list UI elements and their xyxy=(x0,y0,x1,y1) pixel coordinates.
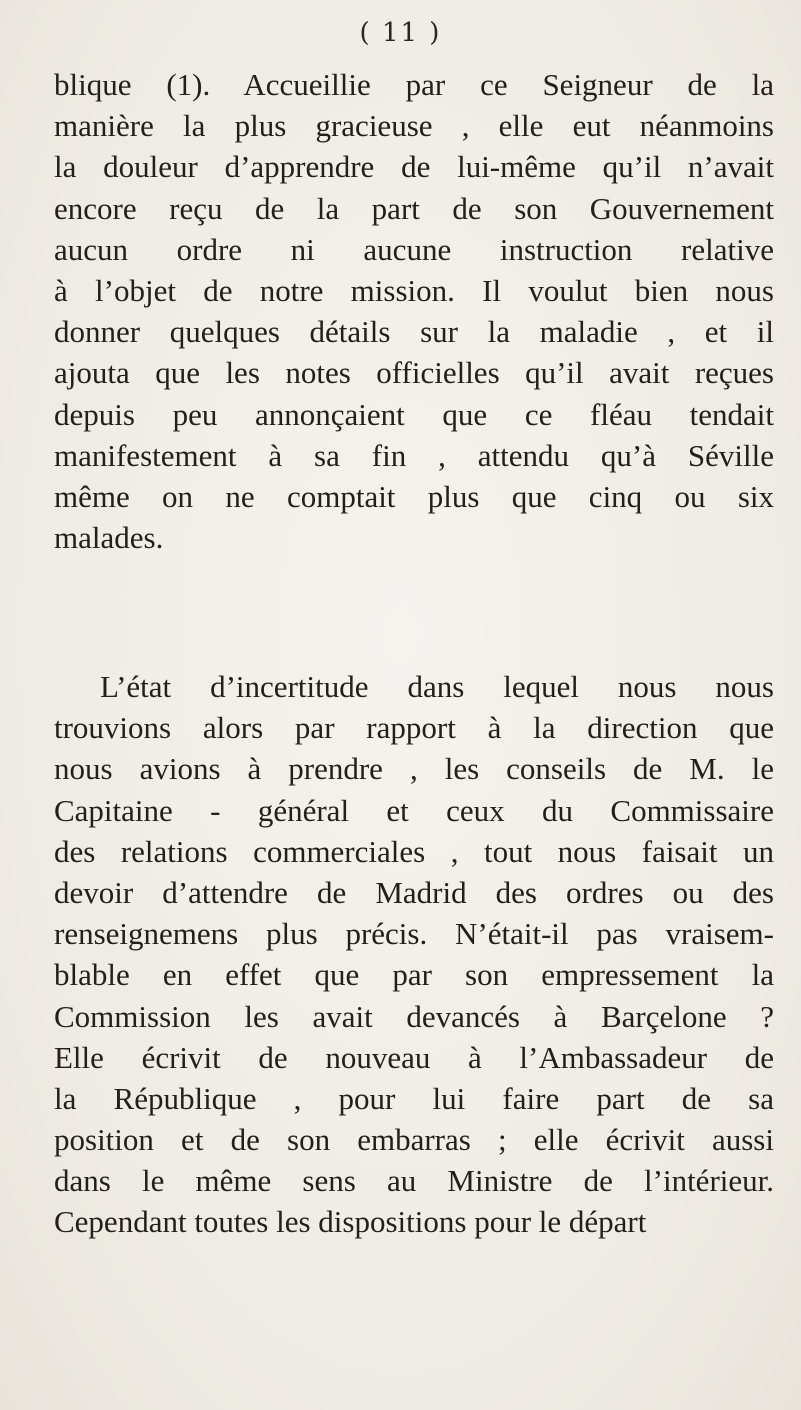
text-line: aucun ordre ni aucune instruction relative xyxy=(54,231,774,267)
text-line: manifestement à sa fin , attendu qu’à Séville xyxy=(54,437,774,473)
text-line: Elle écrivit de nouveau à l’Ambassadeur de xyxy=(54,1039,774,1075)
text-line: depuis peu annonçaient que ce fléau tendait xyxy=(54,396,774,432)
text-line: donner quelques détails sur la maladie , et il xyxy=(54,314,774,350)
text-line: Capitaine - général et ceux du Commissaire xyxy=(54,792,774,828)
text-line: ajouta que les notes officielles qu’il avait reçues xyxy=(54,355,774,391)
text-line: dans le même sens au Ministre de l’intérieur. xyxy=(54,1163,774,1199)
text-line: blique (1). Accueillie par ce Seigneur de la xyxy=(54,67,774,102)
text-line: Commission les avait devancés à Barçelone ? xyxy=(54,998,774,1034)
page-number: ( 11 ) xyxy=(359,18,442,48)
text-line: la République , pour lui faire part de sa xyxy=(54,1080,774,1116)
text-line: la douleur d’apprendre de lui-même qu’il n’avait xyxy=(54,149,774,185)
text-line: même on ne comptait plus que cinq ou six xyxy=(54,478,774,514)
text-line: renseignemens plus précis. N’était-il pas vraisem- xyxy=(54,916,774,952)
text-line: trouvions alors par rapport à la direction que xyxy=(54,710,774,746)
text-line: à l’objet de notre mission. Il voulut bien nous xyxy=(54,272,774,308)
text-line: blable en effet que par son empressement la xyxy=(54,957,774,993)
text-line: nous avions à prendre , les conseils de M. le xyxy=(54,751,774,787)
text-line: manière la plus gracieuse , elle eut néanmoins xyxy=(54,108,774,144)
text-line: devoir d’attendre de Madrid des ordres ou des xyxy=(54,874,774,910)
text-line: L’état d’incertitude dans lequel nous nous xyxy=(100,669,774,704)
text-line: des relations commerciales , tout nous faisait un xyxy=(54,833,774,869)
paragraph-2 xyxy=(54,666,774,1243)
paragraph-1 xyxy=(54,64,774,558)
text-line: Cependant toutes les dispositions pour le départ xyxy=(54,1204,647,1240)
text-line: malades. xyxy=(54,520,164,556)
text-line: encore reçu de la part de son Gouvernement xyxy=(54,190,774,226)
text-line: position et de son embarras ; elle écrivit aussi xyxy=(54,1122,774,1158)
